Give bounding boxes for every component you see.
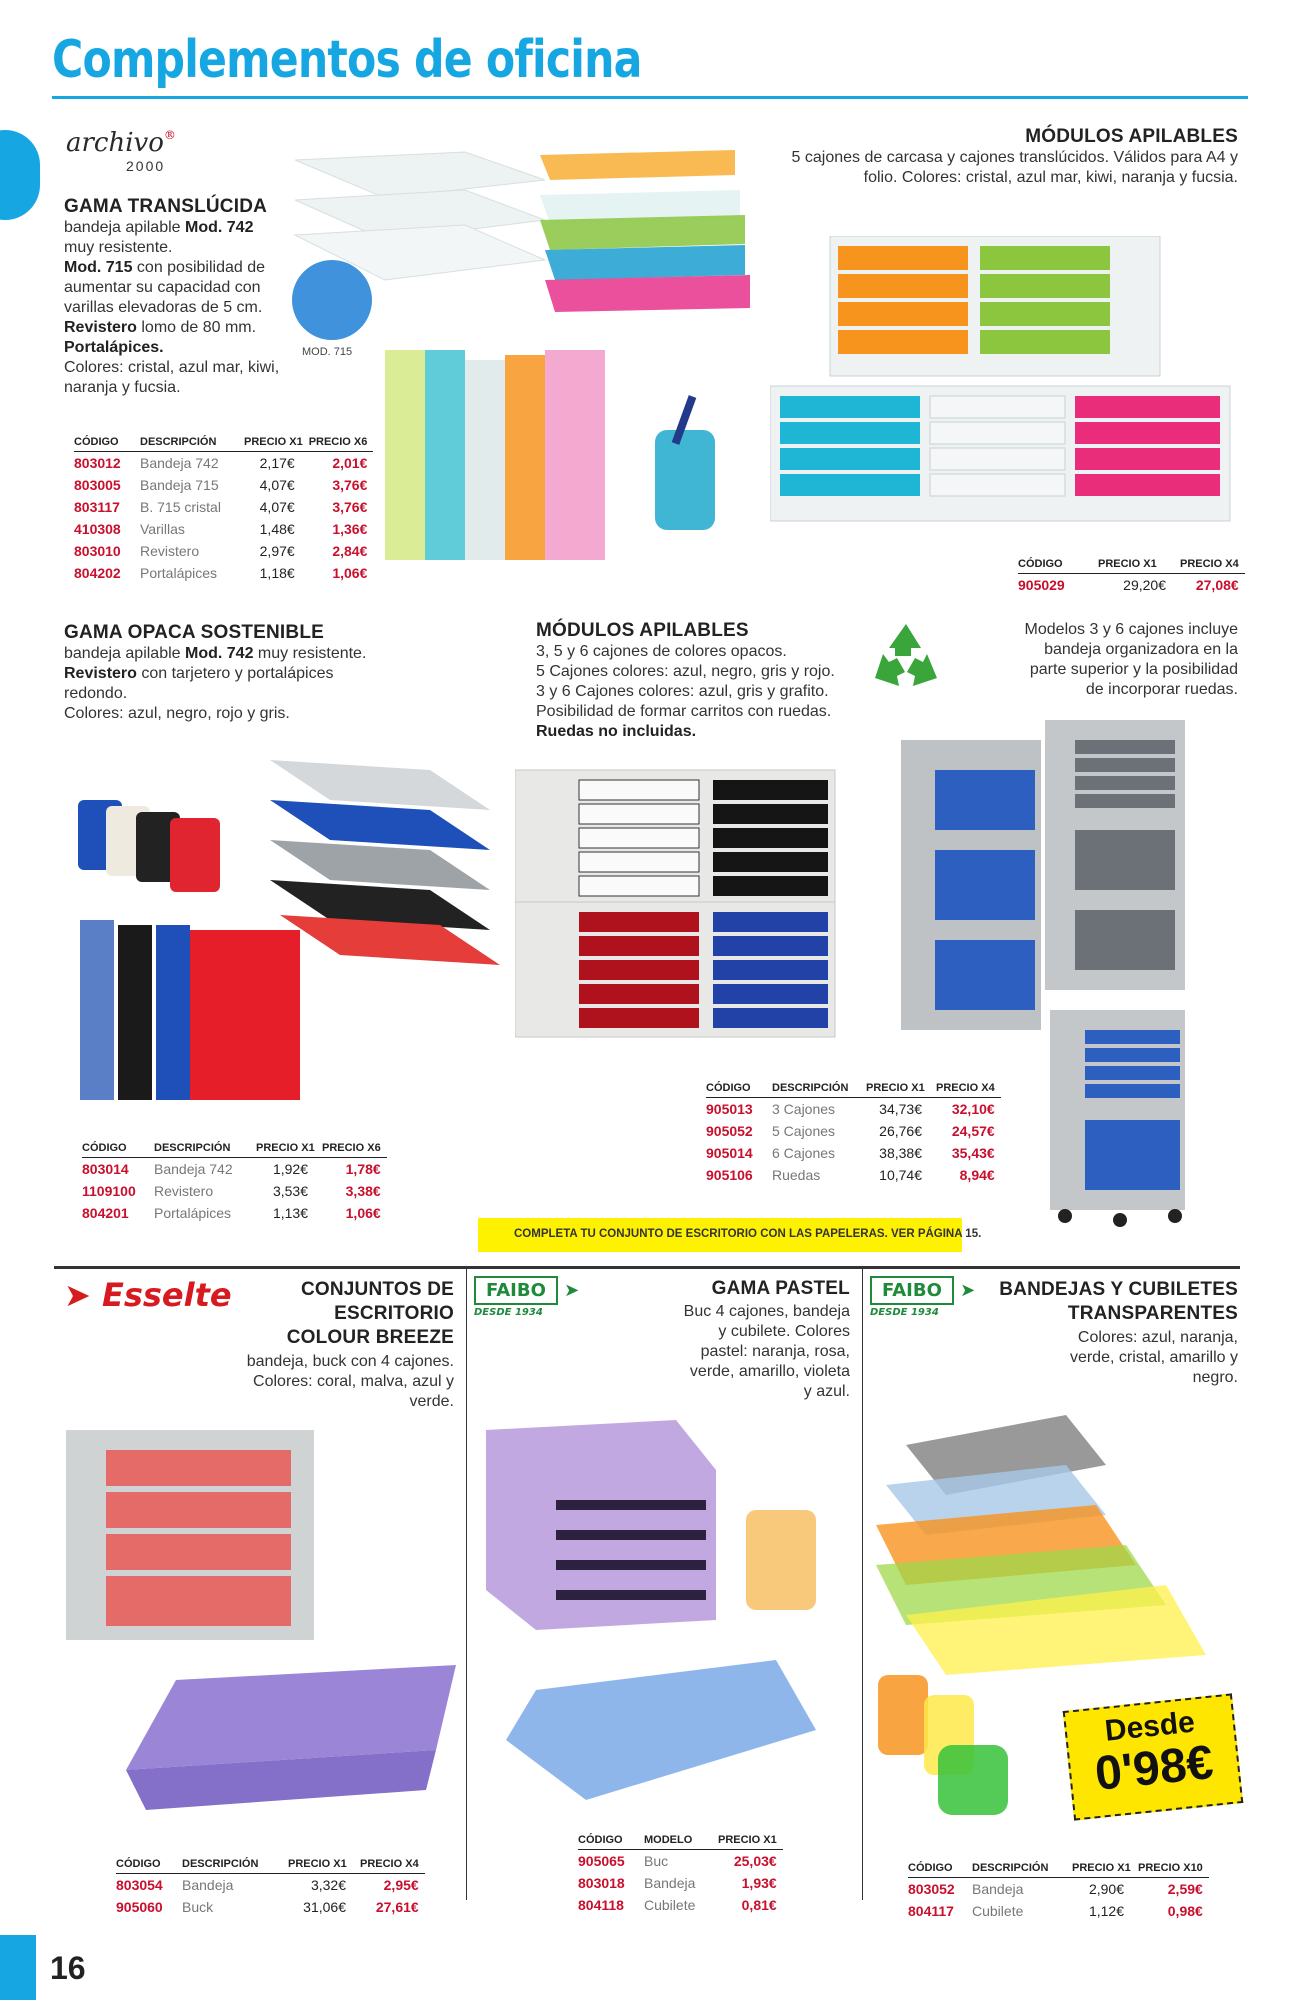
- price-bulk: 1,36€: [332, 521, 368, 537]
- product-code: 804201: [82, 1205, 129, 1221]
- table-header-row: [74, 434, 373, 452]
- table-row: [908, 1878, 1209, 1901]
- price-bulk: 24,57€: [951, 1123, 995, 1139]
- product-code: 905052: [706, 1123, 753, 1139]
- bandejas-transparentes-description: Colores: azul, naranja, verde, cristal, amarillo y negro.: [1069, 1329, 1238, 1386]
- product-description: Ruedas: [772, 1167, 821, 1183]
- price-bulk: 2,95€: [383, 1877, 419, 1893]
- desc-bold: Ruedas no incluidas.: [536, 723, 697, 740]
- gama-translucida-description: [64, 218, 294, 398]
- product-description: Portalápices: [154, 1205, 232, 1221]
- product-description: Bandeja 742: [154, 1161, 233, 1177]
- column-header: PRECIO X10: [1138, 1860, 1209, 1878]
- product-code: 803014: [82, 1161, 129, 1177]
- product-code: 804117: [908, 1903, 954, 1919]
- price-x1: 1,18€: [259, 565, 295, 581]
- footer-accent-bar: [0, 1935, 36, 2000]
- price-bulk: 2,84€: [332, 543, 368, 559]
- gama-translucida-heading: GAMA TRANSLÚCIDA: [64, 196, 268, 217]
- archivo-2000-logo: [66, 128, 176, 158]
- table-row: [1018, 574, 1245, 597]
- price-x1: 1,48€: [259, 521, 295, 537]
- product-code: 803052: [908, 1881, 955, 1897]
- modulos-translucidos-heading: MÓDULOS APILABLES: [1025, 126, 1238, 147]
- column-header: PRECIO X6: [309, 434, 374, 452]
- esselte-logo: ➤ Esselte: [64, 1276, 232, 1314]
- price-bulk: 2,01€: [332, 455, 368, 471]
- table-row: [578, 1894, 783, 1916]
- archivo-logo-text: archivo: [66, 128, 164, 158]
- table-header-row: [578, 1832, 783, 1850]
- modulos-opacos-heading: MÓDULOS APILABLES: [536, 620, 749, 641]
- opaque-trays-and-holders-image: [70, 740, 510, 1110]
- price-x1: 31,06€: [303, 1899, 346, 1915]
- pastel-set-image: [476, 1410, 826, 1830]
- column-header: PRECIO X1: [718, 1832, 783, 1850]
- gama-opaca-heading: GAMA OPACA SOSTENIBLE: [64, 622, 325, 643]
- product-description: Portalápices: [140, 565, 218, 581]
- desc-line: 3 y 6 Cajones colores: azul, gris y grafito.: [536, 683, 829, 700]
- column-divider: [466, 1268, 467, 1900]
- table-header-row: [116, 1856, 425, 1874]
- desde-price-badge: [1063, 1693, 1244, 1820]
- column-header: PRECIO X4: [360, 1856, 425, 1874]
- table-row: [82, 1180, 387, 1202]
- heading-line: ESCRITORIO: [334, 1303, 454, 1324]
- price-x1: 3,53€: [272, 1183, 308, 1199]
- product-code: 803018: [578, 1875, 625, 1891]
- product-description: Revistero: [154, 1183, 214, 1199]
- column-header: CÓDIGO: [908, 1860, 972, 1878]
- modulos-opacos-price-table: [706, 1080, 1001, 1186]
- product-model: Cubilete: [644, 1897, 696, 1913]
- price-x1: 1,13€: [272, 1205, 308, 1221]
- product-model: Bandeja: [644, 1875, 696, 1891]
- column-header: DESCRIPCIÓN: [154, 1140, 256, 1158]
- modulos-opacos-description: [536, 642, 856, 742]
- bandejas-transparentes-price-table: [908, 1860, 1209, 1922]
- table-row: [706, 1098, 1001, 1121]
- price-x1: 1,93€: [741, 1875, 777, 1891]
- price-x1: 25,03€: [733, 1853, 777, 1869]
- product-description: Bandeja: [972, 1881, 1024, 1897]
- price-x1: 0,81€: [741, 1897, 777, 1913]
- table-header-row: [82, 1140, 387, 1158]
- faibo-logo: FAIBO ➤ DESDE 1934: [474, 1280, 579, 1318]
- product-code: 804202: [74, 565, 121, 581]
- desc-line: Colores: azul, negro, rojo y gris.: [64, 705, 290, 722]
- gama-opaca-description: [64, 644, 384, 724]
- table-row: [706, 1164, 1001, 1186]
- price-bulk: 1,06€: [345, 1205, 381, 1221]
- desc-bold: Mod. 715: [64, 259, 133, 276]
- table-row: [908, 1900, 1209, 1922]
- heading-line: BANDEJAS Y CUBILETES: [999, 1279, 1238, 1300]
- price-bulk: 35,43€: [951, 1145, 995, 1161]
- product-code: 803117: [74, 499, 120, 515]
- heading-line: TRANSPARENTES: [1067, 1303, 1238, 1324]
- badge-price: 0'98€: [1092, 1735, 1216, 1801]
- column-header: PRECIO X4: [1180, 556, 1245, 574]
- price-x1: 2,97€: [259, 543, 295, 559]
- product-code: 410308: [74, 521, 121, 537]
- desc-line: con posibilidad de aumentar su capacidad con varillas elevadoras de 5 cm.: [64, 259, 266, 316]
- price-bulk: 2,59€: [1167, 1881, 1203, 1897]
- price-bulk: 3,76€: [332, 499, 368, 515]
- product-description: 3 Cajones: [772, 1101, 836, 1117]
- column-header: DESCRIPCIÓN: [772, 1080, 866, 1098]
- price-bulk: 32,10€: [951, 1101, 995, 1117]
- column-header: PRECIO X1: [1098, 556, 1180, 574]
- faibo-since-text: DESDE 1934: [474, 1307, 543, 1318]
- price-bulk: 8,94€: [959, 1167, 995, 1183]
- price-x1: 1,12€: [1088, 1903, 1124, 1919]
- product-code: 804118: [578, 1897, 624, 1913]
- heading-line: COLOUR BREEZE: [286, 1327, 454, 1348]
- papeleras-banner: COMPLETA TU CONJUNTO DE ESCRITORIO CON LAS PAPELERAS. VER PÁGINA 15.: [478, 1218, 962, 1252]
- faibo-logo-text: FAIBO: [870, 1276, 954, 1305]
- price-bulk: 3,76€: [332, 477, 368, 493]
- price-x1: 4,07€: [259, 499, 295, 515]
- column-header: PRECIO X1: [866, 1080, 936, 1098]
- product-code: 905013: [706, 1101, 753, 1117]
- bandejas-transparentes-heading: [999, 1278, 1238, 1326]
- product-description: Revistero: [140, 543, 200, 559]
- price-x1: 2,90€: [1088, 1881, 1124, 1897]
- table-row: [82, 1202, 387, 1224]
- table-row: [74, 496, 373, 518]
- gama-translucida-price-table: [74, 434, 373, 584]
- table-row: [74, 518, 373, 540]
- column-header: PRECIO X1: [288, 1856, 360, 1874]
- table-row: [82, 1158, 387, 1181]
- table-row: [74, 452, 373, 475]
- table-row: [74, 562, 373, 584]
- archivo-2000-subtext: 2000: [126, 158, 166, 174]
- product-description: 6 Cajones: [772, 1145, 836, 1161]
- colour-breeze-set-image: [66, 1410, 456, 1820]
- product-description: Bandeja: [182, 1877, 234, 1893]
- desc-bold: Mod. 742: [185, 645, 254, 662]
- column-header: DESCRIPCIÓN: [182, 1856, 288, 1874]
- title-rule: [52, 96, 1248, 99]
- desc-line: muy resistente.: [253, 645, 367, 662]
- table-header-row: [1018, 556, 1245, 574]
- price-bulk: 0,98€: [1167, 1903, 1203, 1919]
- column-header: CÓDIGO: [82, 1140, 154, 1158]
- colour-breeze-heading: [287, 1278, 454, 1350]
- desc-line: 3, 5 y 6 cajones de colores opacos.: [536, 643, 787, 660]
- price-x1: 4,07€: [259, 477, 295, 493]
- column-header: PRECIO X1: [1072, 1860, 1138, 1878]
- desc-bold: Revistero: [64, 665, 137, 682]
- column-header: PRECIO X4: [936, 1080, 1001, 1098]
- mod-715-label: MOD. 715: [302, 346, 353, 358]
- product-description: Varillas: [140, 521, 185, 537]
- column-header: CÓDIGO: [578, 1832, 644, 1850]
- table-row: [74, 474, 373, 496]
- desc-bold: Mod. 742: [185, 219, 254, 236]
- column-header: PRECIO X1: [244, 434, 309, 452]
- price-x1: 34,73€: [879, 1101, 922, 1117]
- desc-line: bandeja apilable: [64, 219, 185, 236]
- price-bulk: 1,78€: [345, 1161, 381, 1177]
- product-description: Bandeja 742: [140, 455, 219, 471]
- page-title: Complementos de oficina: [52, 30, 642, 90]
- gama-pastel-price-table: [578, 1832, 783, 1916]
- faibo-since-text: DESDE 1934: [870, 1307, 939, 1318]
- price-bulk: 27,08€: [1195, 577, 1239, 593]
- table-row: [706, 1120, 1001, 1142]
- product-code: 803005: [74, 477, 121, 493]
- product-code: 905060: [116, 1899, 163, 1915]
- price-bulk: 3,38€: [345, 1183, 381, 1199]
- product-code: 905029: [1018, 577, 1065, 593]
- table-row: [578, 1872, 783, 1894]
- table-row: [116, 1896, 425, 1918]
- badge-top-text: Desde: [1103, 1705, 1197, 1748]
- product-code: 905065: [578, 1853, 625, 1869]
- colour-breeze-price-table: [116, 1856, 425, 1918]
- desc-line: 5 Cajones colores: azul, negro, gris y rojo.: [536, 663, 835, 680]
- opaque-drawer-modules-image: [515, 730, 840, 1045]
- price-bulk: 1,06€: [332, 565, 368, 581]
- table-header-row: [908, 1860, 1209, 1878]
- price-x1: 3,32€: [310, 1877, 346, 1893]
- table-row: [578, 1850, 783, 1873]
- section-tab-marker: [0, 130, 40, 220]
- product-description: B. 715 cristal: [140, 499, 221, 515]
- product-description: Cubilete: [972, 1903, 1024, 1919]
- gama-pastel-description: Buc 4 cajones, bandeja y cubilete. Colores pastel: naranja, rosa, verde, amarillo, violeta y azul.: [683, 1303, 850, 1400]
- translucent-drawer-modules-image: [770, 236, 1240, 526]
- price-x1: 26,76€: [879, 1123, 922, 1139]
- faibo-logo-text: FAIBO: [474, 1276, 558, 1305]
- table-row: [116, 1874, 425, 1897]
- price-bulk: 27,61€: [375, 1899, 419, 1915]
- recycle-icon: [865, 620, 947, 690]
- product-description: Buck: [182, 1899, 214, 1915]
- column-header: CÓDIGO: [706, 1080, 772, 1098]
- product-model: Buc: [644, 1853, 669, 1869]
- section-divider: [54, 1266, 1240, 1269]
- price-x1: 10,74€: [879, 1167, 922, 1183]
- modulos-opacos-side-note: Modelos 3 y 6 cajones incluye bandeja organizadora en la parte superior y la posibilidad de incorporar ruedas.: [1024, 621, 1238, 698]
- product-code: 803010: [74, 543, 121, 559]
- desc-line: Colores: cristal, azul mar, kiwi, naranja y fucsia.: [64, 359, 280, 396]
- heading-line: CONJUNTOS DE: [300, 1279, 454, 1300]
- product-code: 1109100: [82, 1183, 136, 1199]
- colour-breeze-description: bandeja, buck con 4 cajones. Colores: coral, malva, azul y verde.: [246, 1353, 454, 1410]
- desc-line: Posibilidad de formar carritos con ruedas.: [536, 703, 832, 720]
- desc-bold: Portalápices.: [64, 339, 164, 356]
- column-header: PRECIO X1: [256, 1140, 322, 1158]
- column-header: CÓDIGO: [1018, 556, 1098, 574]
- product-description: 5 Cajones: [772, 1123, 836, 1139]
- desc-line: con tarjetero y portalápices redondo.: [64, 665, 334, 702]
- esselte-logo-text: Esselte: [101, 1276, 232, 1314]
- faibo-logo: FAIBO ➤ DESDE 1934: [870, 1280, 975, 1318]
- product-code: 803054: [116, 1877, 163, 1893]
- modulos-translucidos-price-table: [1018, 556, 1245, 596]
- price-x1: 1,92€: [272, 1161, 308, 1177]
- desc-line: muy resistente.: [64, 239, 173, 256]
- column-header: DESCRIPCIÓN: [140, 434, 244, 452]
- column-header: CÓDIGO: [74, 434, 140, 452]
- desc-bold: Revistero: [64, 319, 137, 336]
- gama-pastel-heading: GAMA PASTEL: [711, 1278, 850, 1299]
- gama-opaca-price-table: [82, 1140, 387, 1224]
- product-code: 803012: [74, 455, 121, 471]
- table-header-row: [706, 1080, 1001, 1098]
- desc-line: bandeja apilable: [64, 645, 185, 662]
- modulos-translucidos-description: 5 cajones de carcasa y cajones translúcidos. Válidos para A4 y folio. Colores: cristal, azul mar, kiwi, naranja y fucsia.: [791, 149, 1238, 186]
- column-header: MODELO: [644, 1832, 718, 1850]
- price-x1: 38,38€: [879, 1145, 922, 1161]
- column-header: PRECIO X6: [322, 1140, 387, 1158]
- column-divider: [862, 1268, 863, 1900]
- page-number: 16: [50, 1950, 86, 1986]
- table-row: [706, 1142, 1001, 1164]
- column-header: DESCRIPCIÓN: [972, 1860, 1072, 1878]
- product-code: 905014: [706, 1145, 753, 1161]
- price-x1: 2,17€: [259, 455, 295, 471]
- desc-line: lomo de 80 mm.: [136, 319, 257, 336]
- registered-mark-icon: ®: [163, 128, 176, 142]
- product-code: 905106: [706, 1167, 753, 1183]
- table-row: [74, 540, 373, 562]
- product-description: Bandeja 715: [140, 477, 219, 493]
- price-x1: 29,20€: [1123, 577, 1166, 593]
- column-header: CÓDIGO: [116, 1856, 182, 1874]
